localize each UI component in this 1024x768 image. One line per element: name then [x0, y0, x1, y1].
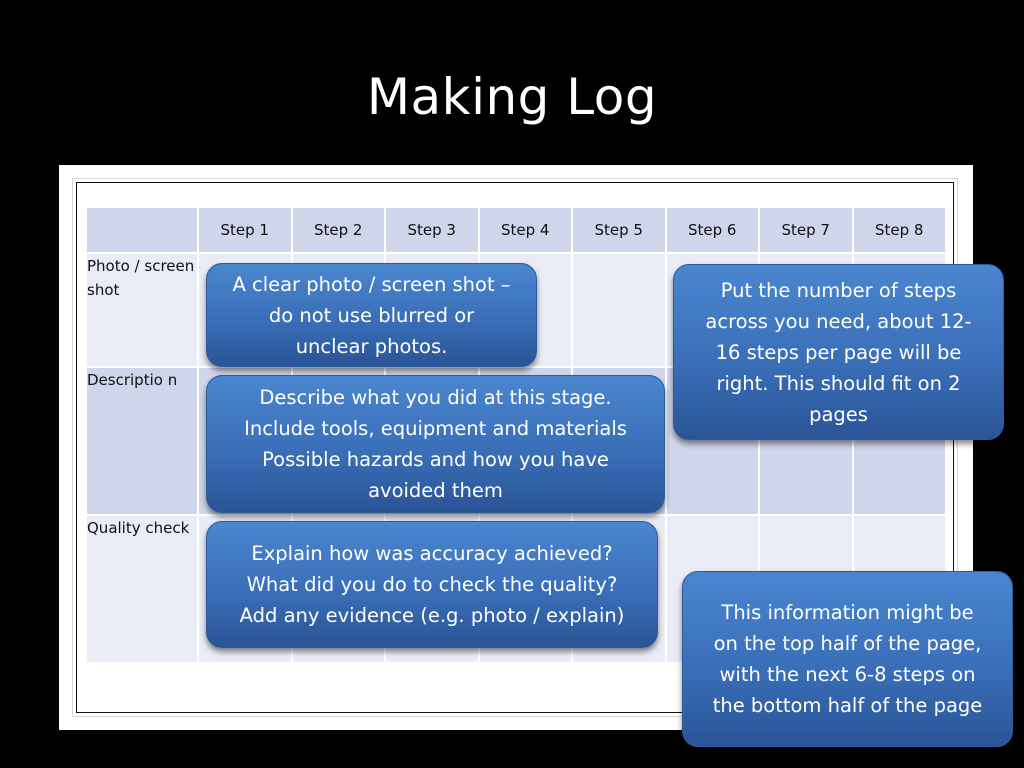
table-cell: [572, 253, 666, 367]
callout-photo: A clear photo / screen shot – do not use blurred or unclear photos.: [206, 263, 537, 367]
header-step-8: Step 8: [853, 207, 947, 253]
slide-title: Making Log: [366, 68, 658, 126]
header-step-3: Step 3: [385, 207, 479, 253]
header-step-2: Step 2: [292, 207, 386, 253]
table-header-row: [86, 207, 946, 253]
callout-page-layout: This information might be on the top half of the page, with the next 6-8 steps on the bottom half of the page: [682, 571, 1013, 747]
header-step-5: Step 5: [572, 207, 666, 253]
header-step-6: Step 6: [666, 207, 760, 253]
header-step-7: Step 7: [759, 207, 853, 253]
callout-quality-check: Explain how was accuracy achieved? What did you do to check the quality? Add any evidence (e.g. photo / explain): [206, 521, 658, 648]
row-label-quality: Quality check: [86, 515, 198, 663]
callout-description: Describe what you did at this stage. Include tools, equipment and materials Possible hazards and how you have avoided them: [206, 375, 665, 513]
row-label-photo: Photo / screen shot: [86, 253, 198, 367]
header-step-4: Step 4: [479, 207, 573, 253]
callout-steps-guidance: Put the number of steps across you need, about 12- 16 steps per page will be right. This should fit on 2 pages: [673, 264, 1004, 440]
header-corner: [86, 207, 198, 253]
header-step-1: Step 1: [198, 207, 292, 253]
row-label-description: Descriptio n: [86, 367, 198, 515]
